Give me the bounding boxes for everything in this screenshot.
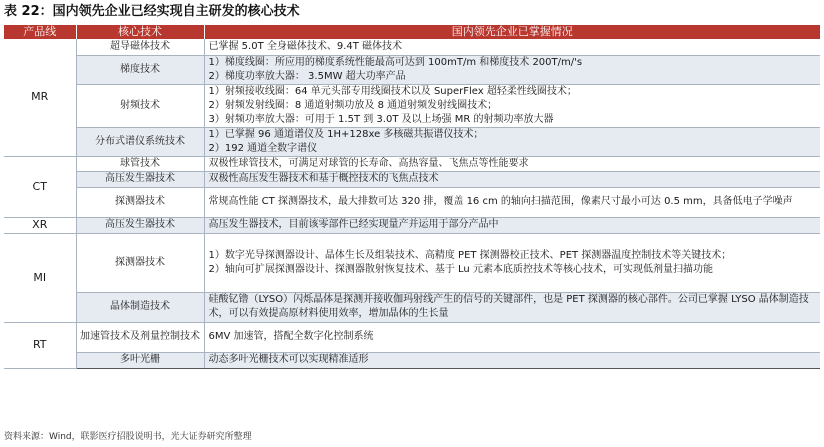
core-tech-cell: 超导磁体技术	[76, 39, 204, 55]
table-row	[4, 292, 820, 322]
status-line: 2）梯度功率放大器： 3.5MW 超大功率产品	[208, 70, 406, 82]
core-tech-cell: 射频技术	[76, 84, 204, 127]
core-tech-cell: 梯度技术	[76, 55, 204, 84]
status-cell	[204, 55, 820, 84]
table-title: 表 22：国内领先企业已经实现自主研发的核心技术	[4, 4, 300, 19]
core-tech-cell: 高压发生器技术	[76, 217, 204, 233]
status-line: 高压发生器技术，目前该零部件已经实现量产并运用于部分产品中	[208, 219, 499, 230]
status-line: 常规高性能 CT 探测器技术，最大排数可达 320 排，覆盖 16 cm 的轴向扫描范围，像素尺寸最小可达 0.5 mm，具备低电子学噪声	[208, 196, 793, 207]
table-row	[4, 156, 820, 171]
table-row	[4, 352, 820, 368]
status-line: 6MV 加速管，搭配全数字化控制系统	[208, 331, 374, 342]
status-line: 双极性高压发生器技术和基于概控技术的飞焦点技术	[208, 173, 439, 184]
status-cell	[204, 292, 820, 322]
status-cell	[204, 233, 820, 292]
status-line: 1）射频接收线圈：64 单元头部专用线圈技术以及 SuperFlex 超轻柔性线圈技术；	[208, 85, 577, 97]
table-row	[4, 187, 820, 217]
core-tech-cell: 加速管技术及剂量控制技术	[76, 322, 204, 352]
table-row	[4, 217, 820, 233]
product-line-cell: XR	[4, 217, 76, 233]
product-line-cell: RT	[4, 322, 76, 368]
core-tech-cell: 高压发生器技术	[76, 171, 204, 187]
header-product-line: 产品线	[4, 25, 76, 39]
header-status: 国内领先企业已掌握情况	[204, 25, 820, 39]
status-line: 1）数字光导探测器设计、晶体生长及组装技术、高精度 PET 探测器校正技术、PET 探测器温度控制技术等关键技术；	[208, 249, 732, 261]
status-line: 已掌握 5.0T 全身磁体技术、9.4T 磁体技术	[208, 40, 403, 52]
core-tech-cell: 晶体制造技术	[76, 292, 204, 322]
status-cell	[204, 352, 820, 368]
status-line: 2）轴向可扩展探测器设计、探测器散射恢复技术、基于 Lu 元素本底质控技术等核心技术，可实现低剂量扫描功能	[208, 263, 713, 275]
status-cell	[204, 156, 820, 171]
table-row	[4, 84, 820, 127]
product-line-cell: MI	[4, 233, 76, 322]
table-row	[4, 55, 820, 84]
core-tech-cell: 多叶光栅	[76, 352, 204, 368]
table-row	[4, 39, 820, 55]
status-line: 动态多叶光栅技术可以实现精准适形	[208, 354, 369, 365]
status-cell	[204, 322, 820, 352]
status-line: 硅酸钇镥（LYSO）闪烁晶体是探测并接收伽玛射线产生的信号的关键部件，也是 PET 探测器的核心部件。公司已掌握 LYSO 晶体制造技术，可以有效提高原材料使用效率，增加晶体的生长量	[208, 294, 809, 319]
status-cell	[204, 127, 820, 156]
status-cell	[204, 171, 820, 187]
core-tech-table	[4, 25, 820, 369]
status-cell	[204, 187, 820, 217]
status-line: 双极性球管技术，可满足对球管的长寿命、高热容量、飞焦点等性能要求	[208, 157, 529, 169]
product-line-cell: CT	[4, 156, 76, 217]
core-tech-cell: 探测器技术	[76, 233, 204, 292]
status-line: 1）梯度线圈：所应用的梯度系统性能最高可达到 100mT/m 和梯度技术 200T/m/'s	[208, 56, 583, 68]
table-row	[4, 171, 820, 187]
product-line-cell: MR	[4, 39, 76, 156]
table-header-row	[4, 25, 820, 39]
core-tech-cell: 分布式谱仪系统技术	[76, 127, 204, 156]
status-line: 3）射频功率放大器：可用于 1.5T 到 3.0T 及以上场强 MR 的射频功率放大器	[208, 113, 554, 125]
status-line: 1）已掌握 96 通道谱仪及 1H+128xe 多核磁共振谱仪技术；	[208, 128, 484, 140]
status-line: 2）192 通道全数字谱仪	[208, 142, 318, 154]
table-row	[4, 322, 820, 352]
source-note: 资料来源：Wind，联影医疗招股说明书，光大证券研究所整理	[4, 432, 252, 442]
core-tech-cell: 球管技术	[76, 156, 204, 171]
status-cell	[204, 84, 820, 127]
header-core-tech: 核心技术	[76, 25, 204, 39]
status-line: 2）射频发射线圈：8 通道射频功放及 8 通道射频发射线圈技术；	[208, 99, 498, 111]
table-row	[4, 233, 820, 292]
core-tech-cell: 探测器技术	[76, 187, 204, 217]
table-row	[4, 127, 820, 156]
status-cell	[204, 217, 820, 233]
status-cell	[204, 39, 820, 55]
